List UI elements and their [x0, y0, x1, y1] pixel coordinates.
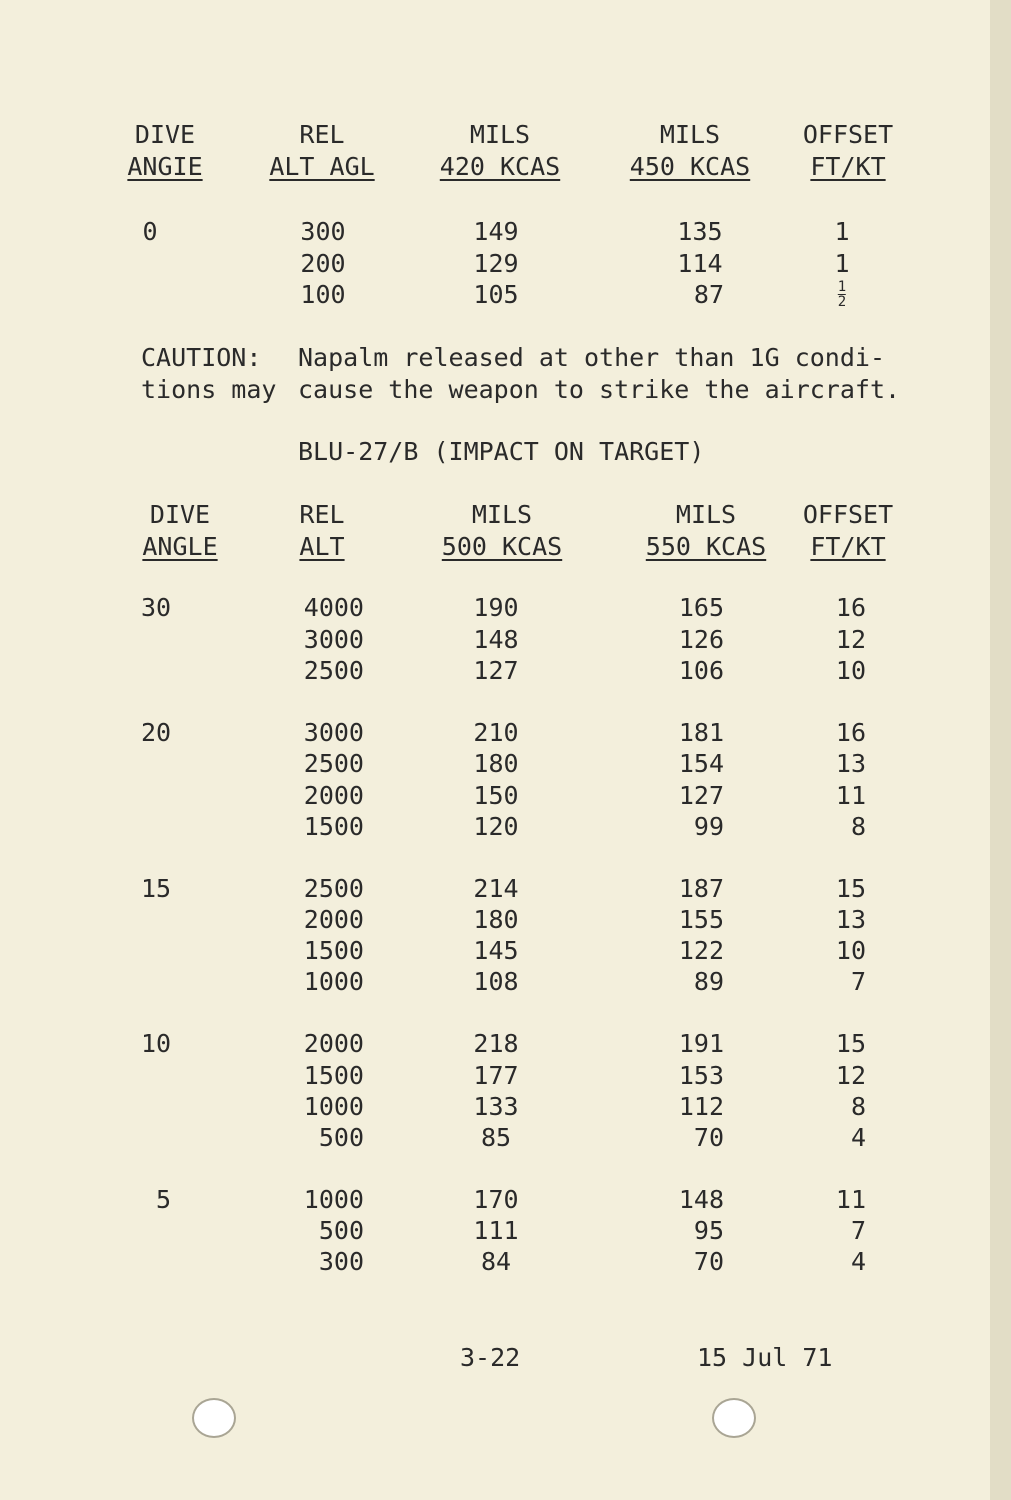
t2-cell: 187	[678, 874, 724, 903]
fraction-one-half: $\frac{1}{2}$	[837, 278, 847, 310]
t2-cell: 148	[678, 1185, 724, 1214]
t2-cell: 10	[835, 656, 866, 685]
t2-cell: 1500	[303, 936, 364, 965]
t2-cell: 85	[480, 1123, 512, 1152]
t2-h-ftkt: FT/KT	[810, 532, 886, 561]
t1-h-mils420: MILS	[469, 120, 531, 149]
caution-line2: cause the weapon to strike the aircraft.	[298, 375, 901, 404]
binder-hole-left	[192, 1398, 236, 1438]
t2-cell: 112	[678, 1092, 724, 1121]
t2-cell: 177	[473, 1061, 519, 1090]
t2-h-dive: DIVE	[149, 500, 211, 529]
t1-cell: 100	[300, 280, 346, 309]
t1-offset-half	[838, 278, 846, 309]
t2-cell: 154	[678, 749, 724, 778]
t2-cell: 122	[678, 936, 724, 965]
t2-cell: 3000	[303, 718, 364, 747]
t2-cell: 218	[473, 1029, 519, 1058]
table2-title: BLU-27/B (IMPACT ON TARGET)	[298, 437, 705, 466]
t2-cell: 1500	[303, 812, 364, 841]
t2-cell: 1000	[303, 967, 364, 996]
t2-cell: 4	[850, 1247, 866, 1276]
t2-cell: 15	[835, 874, 866, 903]
t2-cell: 2000	[303, 1029, 364, 1058]
t1-h-mils450: MILS	[659, 120, 721, 149]
t2-cell: 500	[318, 1216, 364, 1245]
caution-line2-lead: tions may	[141, 375, 277, 404]
t2-cell: 153	[678, 1061, 724, 1090]
t2-cell: 214	[473, 874, 519, 903]
t1-h-ftkt: FT/KT	[810, 152, 886, 181]
t2-cell: 155	[678, 905, 724, 934]
t2-cell: 95	[693, 1216, 724, 1245]
t2-cell: 70	[693, 1123, 724, 1152]
t2-cell: 181	[678, 718, 724, 747]
t2-cell: 3000	[303, 625, 364, 654]
t1-cell: 1	[834, 249, 850, 278]
t2-cell: 1000	[303, 1092, 364, 1121]
t2-cell: 11	[835, 1185, 866, 1214]
t2-cell: 8	[850, 812, 866, 841]
t2-h-mils550: MILS	[675, 500, 737, 529]
t1-cell: 135	[677, 217, 723, 246]
t2-cell: 12	[835, 625, 866, 654]
t2-angle: 20	[141, 718, 172, 747]
t2-cell: 2500	[303, 874, 364, 903]
t2-angle: 5	[156, 1185, 172, 1214]
t2-cell: 70	[693, 1247, 724, 1276]
t2-cell: 2000	[303, 781, 364, 810]
t1-cell: 105	[473, 280, 519, 309]
t2-cell: 120	[473, 812, 519, 841]
page-number: 3-22	[460, 1343, 521, 1372]
t2-angle: 10	[141, 1029, 172, 1058]
t2-cell: 127	[473, 656, 519, 685]
t2-cell: 7	[850, 1216, 866, 1245]
t2-cell: 15	[835, 1029, 866, 1058]
t2-cell: 13	[835, 749, 866, 778]
t2-angle: 30	[141, 593, 172, 622]
t2-h-rel: REL	[299, 500, 345, 529]
t1-h-rel: REL	[299, 120, 345, 149]
t2-cell: 12	[835, 1061, 866, 1090]
t2-cell: 1000	[303, 1185, 364, 1214]
t2-cell: 111	[473, 1216, 519, 1245]
revision-date: 15 Jul 71	[697, 1343, 833, 1372]
caution-label: CAUTION:	[141, 343, 262, 372]
t1-h-dive: DIVE	[134, 120, 196, 149]
t2-h-offset: OFFSET	[802, 500, 894, 529]
t2-cell: 2500	[303, 749, 364, 778]
t1-h-alt: ALT AGL	[269, 152, 375, 181]
card-edge	[990, 0, 1011, 1500]
t2-cell: 108	[473, 967, 519, 996]
t2-cell: 4000	[303, 593, 364, 622]
caution-line1: Napalm released at other than 1G condi-	[298, 343, 885, 372]
t2-cell: 148	[473, 625, 519, 654]
t2-h-550kcas: 550 KCAS	[645, 532, 767, 561]
t1-cell: 300	[300, 217, 346, 246]
t2-cell: 16	[835, 718, 866, 747]
t2-cell: 89	[693, 967, 724, 996]
t1-cell: 129	[473, 249, 519, 278]
t2-cell: 127	[678, 781, 724, 810]
t2-cell: 190	[473, 593, 519, 622]
t1-h-420kcas: 420 KCAS	[439, 152, 561, 181]
t2-cell: 106	[678, 656, 724, 685]
t2-cell: 500	[318, 1123, 364, 1152]
t1-h-angle: ANGIE	[127, 152, 203, 181]
t2-h-mils500: MILS	[471, 500, 533, 529]
t2-cell: 210	[473, 718, 519, 747]
t2-cell: 10	[835, 936, 866, 965]
t2-cell: 150	[473, 781, 519, 810]
t2-cell: 7	[850, 967, 866, 996]
t2-cell: 8	[850, 1092, 866, 1121]
t2-cell: 165	[678, 593, 724, 622]
t2-cell: 133	[473, 1092, 519, 1121]
t2-cell: 16	[835, 593, 866, 622]
t2-cell: 99	[693, 812, 724, 841]
t1-cell: 200	[300, 249, 346, 278]
t1-cell: 114	[677, 249, 723, 278]
binder-hole-right	[712, 1398, 756, 1438]
t2-cell: 11	[835, 781, 866, 810]
t2-cell: 13	[835, 905, 866, 934]
t2-cell: 300	[318, 1247, 364, 1276]
t1-cell: 87	[693, 280, 724, 309]
t2-cell: 84	[480, 1247, 512, 1276]
t1-angle: 0	[142, 217, 158, 246]
t2-cell: 170	[473, 1185, 519, 1214]
t2-cell: 145	[473, 936, 519, 965]
t2-cell: 191	[678, 1029, 724, 1058]
t2-cell: 2500	[303, 656, 364, 685]
t1-cell: 149	[473, 217, 519, 246]
t2-h-500kcas: 500 KCAS	[441, 532, 563, 561]
t1-cell: 1	[834, 217, 850, 246]
t2-cell: 2000	[303, 905, 364, 934]
t2-h-alt: ALT	[299, 532, 345, 561]
t1-h-450kcas: 450 KCAS	[629, 152, 751, 181]
t2-cell: 180	[473, 905, 519, 934]
t2-cell: 126	[678, 625, 724, 654]
t2-cell: 4	[850, 1123, 866, 1152]
t2-h-angle: ANGLE	[142, 532, 218, 561]
t1-h-offset: OFFSET	[802, 120, 894, 149]
t2-cell: 1500	[303, 1061, 364, 1090]
t2-angle: 15	[141, 874, 172, 903]
t2-cell: 180	[473, 749, 519, 778]
